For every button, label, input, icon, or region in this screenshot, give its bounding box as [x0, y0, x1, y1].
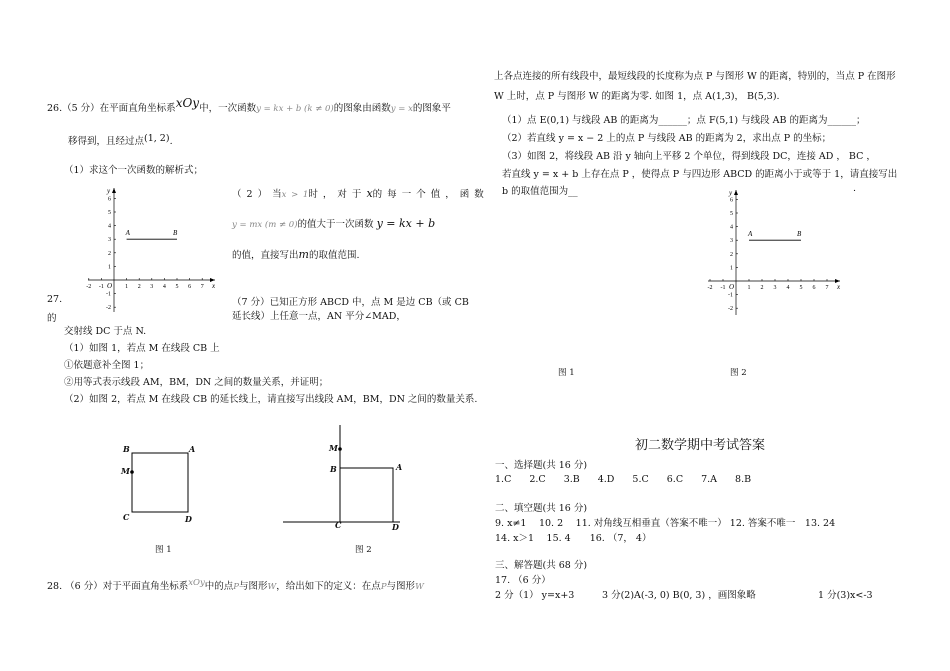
x-tick-label: -2 [86, 284, 92, 290]
y-tick-label: 5 [108, 210, 111, 216]
text: （ 2 ） 当 [232, 189, 282, 200]
point-m-fig2 [338, 447, 342, 451]
x-tick-label: 5 [799, 285, 803, 291]
math: y = kx + b (k ≠ 0) [256, 104, 334, 114]
text: 的取值范围. [308, 250, 360, 261]
label-d: D [185, 514, 192, 524]
q17-answer-2: 3 分(2)A(-3, 0) B(0, 3) ，画图象略 [602, 590, 756, 601]
y-tick-label: 5 [730, 211, 733, 217]
q28-line3: W 上时，点 P 与图形 W 的距离为零. 如图 1，点 A(1,3)， B(5,3). [494, 91, 780, 102]
y-axis-label: y [729, 189, 733, 197]
q28-line1 [47, 578, 424, 592]
text: 与图形 [386, 581, 416, 592]
y-tick-label: -2 [728, 306, 733, 313]
fig2-caption: 图 2 [355, 545, 372, 555]
q27-line6: ②用等式表示线段 AM，BM，DN 之间的数量关系，并证明； [64, 377, 329, 388]
answer: 2.C [529, 474, 546, 485]
text: ，给出如下的定义：在点 [276, 581, 381, 592]
x-tick-label: 6 [188, 284, 192, 290]
section-3-heading: 三、解答题(共 68 分) [495, 560, 588, 571]
q17-heading: 17. （6 分） [495, 575, 551, 586]
y-tick-label: 1 [108, 264, 111, 271]
q28-part1: （1）点 E(0,1) 与线段 AB 的距离为______；点 F(5,1) 与线段 AB 的距离为______； [502, 115, 866, 126]
y-tick-label: 6 [730, 197, 733, 204]
answer: 7.A [701, 474, 718, 485]
math: P [380, 582, 387, 592]
text: . [169, 136, 173, 147]
square-fig1 [132, 453, 188, 512]
label-b: B [123, 444, 130, 454]
y-tick-label: 2 [730, 251, 733, 258]
x-axis-label: x [212, 282, 216, 290]
math: x > 1 [281, 190, 309, 200]
math: xOy [188, 578, 205, 588]
q28-part3: （3）如图 2，将线段 AB 沿 y 轴向上平移 2 个单位，得到线段 DC，连接 AD ， BC ， [502, 151, 876, 162]
answer: 4.D [597, 474, 615, 485]
x-axis-label: x [837, 283, 841, 291]
math: x [366, 187, 373, 200]
mc-answers [495, 474, 751, 485]
y-tick-label: 3 [108, 237, 111, 244]
label-m: M [121, 466, 130, 476]
x-tick-label: 4 [162, 284, 166, 290]
text: 与图形 [239, 581, 268, 592]
x-tick-label: 1 [747, 285, 751, 291]
q27-line2: 延长线）上任意一点，AN 平分∠MAD， [232, 311, 406, 322]
text: 中的点 [204, 581, 234, 592]
text: 的图象由函数 [333, 103, 391, 114]
fig1-caption: 图 1 [155, 545, 172, 555]
fig2-caption: 图 2 [730, 368, 747, 378]
x-tick-label: 2 [137, 284, 141, 290]
text: 的值，直接写出 [232, 250, 299, 261]
answers-title: 初二数学期中考试答案 [635, 438, 766, 453]
y-axis-label: y [107, 187, 111, 195]
q28-part3-line3: b 的取值范围为__ [502, 186, 578, 197]
text: 时 ， 对 于 [308, 189, 362, 200]
x-tick-label: 7 [825, 285, 829, 291]
math: (1, 2) [144, 133, 170, 144]
q28-line2: 上各点连接的所有线段中，最短线段的长度称为点 P 与图形 W 的距离，特别的，当点 P 在图形 [494, 71, 896, 82]
math: P [233, 582, 240, 592]
label-a: A [189, 444, 196, 454]
math: W [267, 582, 277, 592]
label-a: A [396, 462, 403, 472]
text: 中，一次函数 [199, 103, 257, 114]
q17-answer-3: 1 分(3)x<-3 [818, 590, 873, 601]
answer: 8.B [735, 474, 752, 485]
text: 的值大于一次函数 [297, 219, 374, 230]
origin-label: O [107, 282, 113, 290]
x-tick-label: 3 [773, 285, 777, 291]
x-tick-label: 4 [786, 285, 790, 291]
point-m-fig1 [130, 470, 134, 474]
y-tick-label: 1 [730, 265, 733, 272]
label-c: C [123, 512, 130, 522]
q28-part3-line2: 若直线 y = x + b 上存在点 P ，使得点 P 与四边形 ABCD 的距离小于或等于 1，请直接写出 [502, 169, 898, 180]
origin-label: O [729, 283, 735, 291]
y-tick-label: 6 [108, 196, 111, 203]
text: 26.（5 分）在平面直角坐标系 [47, 103, 176, 114]
answer: 6.C [666, 474, 684, 485]
point-a-label: A [125, 229, 130, 238]
x-tick-label: -1 [98, 284, 104, 290]
math: y = kx + b [376, 217, 436, 230]
q27-line1: （7 分）已知正方形 ABCD 中，点 M 是边 CB（或 CB [232, 297, 469, 308]
q26-part1: （1）求这个一次函数的解析式； [64, 165, 204, 176]
x-tick-label: 6 [812, 285, 816, 291]
y-tick-label: -2 [106, 305, 111, 312]
x-tick-label: -1 [720, 285, 726, 291]
x-tick-label: 3 [150, 284, 154, 290]
point-b-label: B [797, 230, 802, 239]
y-tick-label: 4 [730, 224, 733, 231]
x-tick-label: 5 [175, 284, 179, 290]
q27-line4: （1）如图 1，若点 M 在线段 CB 上 [64, 343, 220, 354]
q27-line7: （2）如图 2，若点 M 在线段 CB 的延长线上，请直接写出线段 AM，BM，DN 之间的数量关系. [64, 394, 478, 405]
text: 的图象平 [412, 103, 451, 114]
y-tick-label: 3 [730, 238, 733, 245]
q28-part2: （2）若直线 y = x − 2 上的点 P 与线段 AB 的距离为 2，求出点 P 的坐标； [502, 133, 832, 144]
point-b-label: B [173, 229, 178, 238]
q27-line5: ①依题意补全图 1； [64, 360, 150, 371]
section-2-heading: 二、填空题(共 16 分) [495, 503, 588, 514]
q27-number: 27. [47, 294, 63, 305]
math: y = mx (m ≠ 0) [232, 220, 298, 230]
answer: 3.B [563, 474, 580, 485]
x-tick-label: 7 [200, 284, 204, 290]
text: 移得到，且经过点 [68, 136, 145, 147]
x-tick-label: 2 [760, 285, 764, 291]
label-c: C [335, 520, 342, 530]
answer: 5.C [632, 474, 649, 485]
label-b: B [330, 464, 337, 474]
math: y = x [390, 104, 413, 114]
text: 的 [47, 313, 57, 324]
y-tick-label: -1 [106, 291, 111, 298]
y-tick-label: -1 [728, 292, 733, 299]
label-d: D [392, 522, 399, 532]
fill-answers-2: 14. x＞1 15. 4 16. （7， 4） [495, 533, 652, 544]
fill-answers-1: 9. x≠1 10. 2 11. 对角线互相垂直（答案不唯一） 12. 答案不唯一 13. 24 [495, 518, 836, 529]
y-tick-label: 2 [108, 250, 111, 257]
label-m: M [329, 443, 338, 453]
q27-line3: 交射线 DC 于点 N. [64, 326, 147, 337]
square-fig2 [340, 468, 393, 522]
text: 28. （6 分）对于平面直角坐标系 [47, 581, 189, 592]
answer: 1.C [495, 474, 512, 485]
math: xOy [175, 96, 200, 110]
section-1-heading: 一、选择题(共 16 分) [495, 460, 588, 471]
x-tick-label: 1 [125, 284, 129, 290]
point-a-label: A [748, 230, 753, 239]
y-tick-label: 4 [108, 223, 111, 230]
math: W [415, 582, 424, 592]
text: 的 每 一 个 值 ， 函 数 [372, 189, 484, 200]
math: m [298, 248, 309, 261]
fig1-caption: 图 1 [558, 368, 575, 378]
x-tick-label: -2 [707, 285, 713, 291]
q17-answer-1: 2 分（1） y=x+3 [495, 590, 575, 601]
text: . [853, 183, 857, 194]
